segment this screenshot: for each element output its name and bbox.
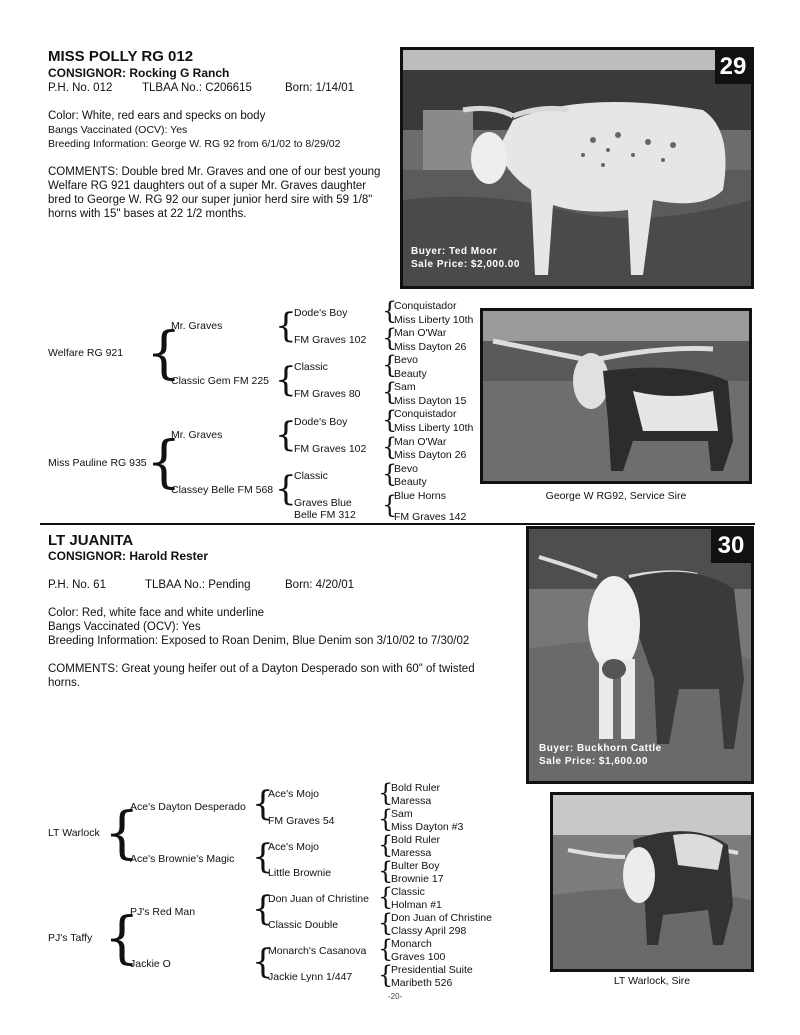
pedigree-grandparent: Jackie O <box>130 958 171 970</box>
pedigree-brace: { <box>378 961 394 989</box>
pedigree-gggp: Bevo <box>394 354 418 366</box>
pedigree-ggp: Classic <box>294 470 328 482</box>
pedigree-brace: { <box>104 906 140 971</box>
pedigree-brace: { <box>252 837 274 877</box>
pedigree-gggp: Bold Ruler <box>391 834 441 846</box>
pedigree-ggp: Little Brownie <box>268 867 332 879</box>
lot29-sale-price: Sale Price: $2,000.00 <box>411 259 520 270</box>
pedigree-grandparent: Mr. Graves <box>171 320 223 332</box>
pedigree-gggp: Presidential Suite <box>391 964 473 976</box>
pedigree-ggp: FM Graves 102 <box>294 443 367 455</box>
pedigree-brace: { <box>382 378 398 406</box>
lot30-bangs: Bangs Vaccinated (OCV): Yes <box>48 621 201 633</box>
pedigree-gggp: Miss Dayton 26 <box>394 449 467 461</box>
pedigree-gggp: Man O'War <box>394 327 447 339</box>
pedigree-gggp: Conquistador <box>394 300 457 312</box>
pedigree-brace: { <box>378 935 394 963</box>
pedigree-gggp: Miss Liberty 10th <box>394 422 474 434</box>
pedigree-gggp: Brownie 17 <box>391 873 444 885</box>
lot29-breeding: Breeding Information: George W. RG 92 from 6/1/02 to 8/29/02 <box>48 138 341 150</box>
pedigree-ggp: Jackie Lynn 1/447 <box>268 971 353 983</box>
pedigree-ggp: Classic <box>294 361 328 373</box>
pedigree-brace: { <box>275 360 297 400</box>
pedigree-brace: { <box>252 784 274 824</box>
lot30-born: Born: 4/20/01 <box>285 579 355 591</box>
lot29-tlbaa: TLBAA No.: C206615 <box>142 82 252 94</box>
pedigree-brace: { <box>378 883 394 911</box>
pedigree-ggp: Dode's Boy <box>294 307 348 319</box>
lot30-cow-photo <box>526 526 754 784</box>
pedigree-ggp: Classic Double <box>268 919 339 931</box>
lot29-ph-no: P.H. No. 012 <box>48 82 113 94</box>
pedigree-brace: { <box>378 831 394 859</box>
pedigree-grandparent: Classey Belle FM 568 <box>171 484 274 496</box>
lot30-consignor: CONSIGNOR: Harold Rester <box>48 549 209 563</box>
lot30-number-badge: 30 <box>711 529 751 563</box>
pedigree-gggp: Maribeth 526 <box>391 977 453 989</box>
pedigree-grandparent: Ace's Dayton Desperado <box>130 801 246 813</box>
pedigree-gggp: Miss Dayton 26 <box>394 341 467 353</box>
pedigree-dam: Miss Pauline RG 935 <box>48 457 147 469</box>
pedigree-gggp: Sam <box>394 381 416 393</box>
lot29-bangs: Bangs Vaccinated (OCV): Yes <box>48 124 188 136</box>
lot30-sire-photo <box>550 792 754 972</box>
pedigree-brace: { <box>378 909 394 937</box>
pedigree-grandparent: PJ's Red Man <box>130 906 196 918</box>
lot30-color: Color: Red, white face and white underline <box>48 607 265 619</box>
pedigree-ggp: Ace's Mojo <box>268 788 320 800</box>
pedigree-dam: PJ's Taffy <box>48 932 93 944</box>
pedigree-gggp: Monarch <box>391 938 432 950</box>
lot30-name: LT JUANITA <box>48 532 134 549</box>
pedigree-brace: { <box>382 351 398 379</box>
lot29-sire-photo <box>480 308 752 484</box>
lot30-breeding: Breeding Information: Exposed to Roan Denim, Blue Denim son 3/10/02 to 7/30/02 <box>48 635 470 647</box>
lot30-comments: COMMENTS: Great young heifer out of a Dayton Desperado son with 60" of twisted horns. <box>48 663 475 689</box>
bull-image <box>483 311 749 481</box>
pedigree-gggp: Blue Horns <box>394 490 446 502</box>
lot29-color: Color: White, red ears and specks on body <box>48 110 266 122</box>
pedigree-grandparent: Classic Gem FM 225 <box>171 375 270 387</box>
pedigree-gggp: Beauty <box>394 476 427 488</box>
pedigree-sire: Welfare RG 921 <box>48 347 124 359</box>
lot30-tlbaa: TLBAA No.: Pending <box>145 579 251 591</box>
pedigree-brace: { <box>146 321 182 386</box>
lot29-buyer: Buyer: Ted Moor <box>411 246 498 257</box>
pedigree-grandparent: Ace's Brownie's Magic <box>130 853 235 865</box>
lot-divider <box>40 523 755 525</box>
pedigree-brace: { <box>252 942 274 982</box>
pedigree-gggp: Maressa <box>391 795 432 807</box>
pedigree-ggp: Monarch's Casanova <box>268 945 367 957</box>
pedigree-sire: LT Warlock <box>48 827 100 839</box>
pedigree-brace: { <box>275 306 297 346</box>
pedigree-gggp: Miss Dayton #3 <box>391 821 464 833</box>
pedigree-gggp: Conquistador <box>394 408 457 420</box>
pedigree-gggp: Man O'War <box>394 436 447 448</box>
pedigree-gggp: FM Graves 142 <box>394 511 467 523</box>
pedigree-gggp: Bevo <box>394 463 418 475</box>
pedigree-gggp: Miss Liberty 10th <box>394 314 474 326</box>
pedigree-ggp: Don Juan of Christine <box>268 893 369 905</box>
lot29-name: MISS POLLY RG 012 <box>48 48 194 65</box>
pedigree-gggp: Bulter Boy <box>391 860 440 872</box>
pedigree-brace: { <box>382 460 398 488</box>
pedigree-brace: { <box>382 324 398 352</box>
page-number: -20- <box>388 992 403 1001</box>
lot29-born: Born: 1/14/01 <box>285 82 355 94</box>
pedigree-gggp: Miss Dayton 15 <box>394 395 467 407</box>
lot29-cow-photo <box>400 47 754 289</box>
pedigree-brace: { <box>382 297 398 325</box>
lot29-number-badge: 29 <box>715 50 751 84</box>
pedigree-brace: { <box>104 801 140 866</box>
pedigree-gggp: Classic <box>391 886 425 898</box>
pedigree-gggp: Don Juan of Christine <box>391 912 492 924</box>
pedigree-ggp: Graves Blue <box>294 497 352 509</box>
pedigree-brace: { <box>378 857 394 885</box>
pedigree-gggp: Beauty <box>394 368 427 380</box>
lot29-comments: COMMENTS: Double bred Mr. Graves and one of our best young Welfare RG 921 daughters out of a super Mr. Graves daughter bred to George W. RG 92 our super junior herd sire with 59 1/8" horns with 15" bases at 22 1/2 months. <box>48 166 381 220</box>
pedigree-ggp: Belle FM 312 <box>294 509 356 521</box>
pedigree-brace: { <box>378 805 394 833</box>
pedigree-brace: { <box>275 415 297 455</box>
pedigree-brace: { <box>252 889 274 929</box>
bull-image <box>553 795 751 969</box>
pedigree-brace: { <box>382 406 398 434</box>
pedigree-gggp: Bold Ruler <box>391 782 441 794</box>
pedigree-brace: { <box>378 779 394 807</box>
pedigree-ggp: FM Graves 102 <box>294 334 367 346</box>
pedigree-brace: { <box>146 430 182 495</box>
pedigree-brace: { <box>382 433 398 461</box>
pedigree-gggp: Sam <box>391 808 413 820</box>
lot30-sale-price: Sale Price: $1,600.00 <box>539 756 648 767</box>
pedigree-ggp: Ace's Mojo <box>268 841 320 853</box>
pedigree-brace: { <box>275 469 297 509</box>
pedigree-ggp: Dode's Boy <box>294 416 348 428</box>
lot30-sire-caption: LT Warlock, Sire <box>613 975 691 987</box>
pedigree-gggp: Holman #1 <box>391 899 442 911</box>
pedigree-grandparent: Mr. Graves <box>171 429 223 441</box>
lot29-sire-caption: George W RG92, Service Sire <box>545 490 687 502</box>
lot30-buyer: Buyer: Buckhorn Cattle <box>539 743 662 754</box>
lot29-consignor: CONSIGNOR: Rocking G Ranch <box>48 66 230 80</box>
pedigree-gggp: Graves 100 <box>391 951 446 963</box>
pedigree-ggp: FM Graves 80 <box>294 388 361 400</box>
pedigree-brace: { <box>382 491 398 519</box>
pedigree-gggp: Classy April 298 <box>391 925 467 937</box>
pedigree-gggp: Maressa <box>391 847 432 859</box>
pedigree-ggp: FM Graves 54 <box>268 815 335 827</box>
lot30-ph-no: P.H. No. 61 <box>48 579 106 591</box>
